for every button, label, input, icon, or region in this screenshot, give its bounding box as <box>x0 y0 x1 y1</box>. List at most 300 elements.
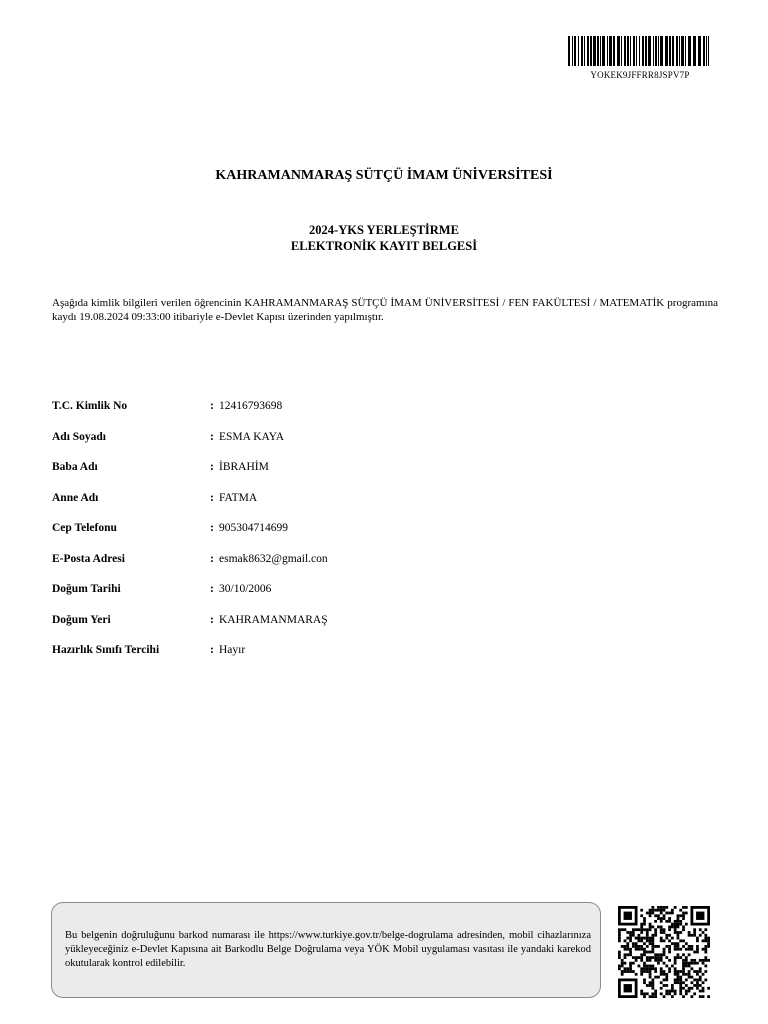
qr-module <box>685 912 688 915</box>
qr-module <box>674 945 677 948</box>
field-colon: : <box>210 552 214 565</box>
qr-module <box>626 953 629 956</box>
qr-module <box>690 967 693 970</box>
field-value: FATMA <box>219 491 258 504</box>
qr-module <box>643 970 646 973</box>
qr-module <box>702 962 705 965</box>
qr-module <box>702 959 705 962</box>
qr-module <box>632 931 635 934</box>
qr-module <box>668 920 671 923</box>
qr-module <box>618 939 621 942</box>
field-label: Doğum Yeri <box>52 613 111 626</box>
qr-module <box>679 990 682 993</box>
document-title <box>0 222 768 254</box>
field-colon: : <box>210 400 214 412</box>
qr-module <box>668 934 671 937</box>
qr-module <box>640 909 643 912</box>
barcode-bar <box>574 36 576 66</box>
qr-module <box>677 917 680 920</box>
enrollment-statement: Aşağıda kimlik bilgileri verilen öğrencinin KAHRAMANMARAŞ SÜTÇÜ İMAM ÜNİVERSİTESİ / FEN FAKÜLTESİ / MATEMATİK programına kaydı 19.08.2024 09:33:00 itibariyle e-Devlet Kapısı üzerinden yapılmıştır. <box>52 297 718 323</box>
qr-module <box>693 970 696 973</box>
qr-module <box>677 970 680 973</box>
qr-module <box>654 945 657 948</box>
qr-module <box>638 939 641 942</box>
qr-module <box>702 939 705 942</box>
field-row-dogum-yeri <box>52 614 652 645</box>
qr-module <box>704 951 707 954</box>
qr-module <box>646 928 649 931</box>
qr-module <box>702 931 705 934</box>
field-label: Baba Adı <box>52 461 98 473</box>
qr-module <box>685 956 688 959</box>
qr-module <box>632 928 635 931</box>
qr-module <box>654 931 657 934</box>
qr-module <box>629 970 632 973</box>
qr-module <box>649 928 652 931</box>
qr-module <box>618 953 621 956</box>
student-info-list <box>52 400 652 675</box>
qr-module <box>646 956 649 959</box>
qr-module <box>699 959 702 962</box>
qr-module <box>688 948 691 951</box>
qr-module <box>643 995 646 998</box>
qr-module <box>660 928 663 931</box>
qr-module <box>640 939 643 942</box>
qr-module <box>657 914 660 917</box>
qr-module <box>696 948 699 951</box>
qr-module <box>707 945 710 948</box>
qr-module <box>668 948 671 951</box>
qr-module <box>704 965 707 968</box>
qr-module <box>685 948 688 951</box>
qr-module <box>674 992 677 995</box>
qr-module <box>682 939 685 942</box>
qr-module <box>679 939 682 942</box>
qr-module <box>665 978 668 981</box>
verification-text: Bu belgenin doğruluğunu barkod numarası ile https://www.turkiye.gov.tr/belge-dogrulama adresinden, mobil cihazlarınıza yükleyeceğiniz e-Devlet Kapısına ait Barkodlu Belge Doğrulama veya YÖK Mobil uygulaması vasıtası ile yandaki karekod okutularak kontrol edilebilir. <box>65 930 591 969</box>
qr-module <box>679 948 682 951</box>
qr-module <box>624 967 627 970</box>
qr-module <box>688 973 691 976</box>
field-colon: : <box>210 461 214 473</box>
qr-module <box>660 917 663 920</box>
qr-module <box>654 914 657 917</box>
qr-module <box>674 942 677 945</box>
field-value: esmak8632@gmail.con <box>219 552 328 565</box>
qr-module <box>704 956 707 959</box>
qr-module <box>677 923 680 926</box>
qr-module <box>663 928 666 931</box>
barcode-bar <box>642 36 644 66</box>
qr-module <box>626 967 629 970</box>
barcode-bar <box>578 36 579 66</box>
qr-module <box>704 934 707 937</box>
barcode-bar <box>653 36 654 66</box>
qr-module <box>638 928 641 931</box>
qr-module <box>677 931 680 934</box>
field-value: ESMA KAYA <box>219 430 285 443</box>
qr-module <box>657 976 660 979</box>
qr-module <box>654 953 657 956</box>
qr-module <box>665 906 668 909</box>
qr-module <box>651 987 654 990</box>
qr-finder-center <box>696 912 704 920</box>
qr-module <box>651 937 654 940</box>
qr-module <box>649 951 652 954</box>
qr-module <box>671 990 674 993</box>
barcode-bar <box>693 36 696 66</box>
qr-module <box>651 978 654 981</box>
qr-module <box>682 945 685 948</box>
qr-module <box>707 995 710 998</box>
barcode-bar <box>609 36 612 66</box>
qr-module <box>651 967 654 970</box>
field-row-tc-kimlik <box>52 400 652 431</box>
qr-module <box>640 945 643 948</box>
qr-module <box>677 976 680 979</box>
qr-module <box>679 920 682 923</box>
qr-module <box>624 970 627 973</box>
qr-module <box>640 948 643 951</box>
qr-module <box>654 995 657 998</box>
qr-module <box>632 945 635 948</box>
field-label: Hazırlık Sınıfı Tercihi <box>52 644 160 656</box>
qr-module <box>677 937 680 940</box>
qr-module <box>626 970 629 973</box>
qr-module <box>660 973 663 976</box>
qr-code-icon <box>618 906 710 998</box>
qr-module <box>643 920 646 923</box>
qr-module <box>626 948 629 951</box>
qr-module <box>643 951 646 954</box>
barcode-bar <box>572 36 573 66</box>
qr-module <box>674 926 677 929</box>
qr-module <box>651 912 654 915</box>
qr-module <box>677 973 680 976</box>
qr-module <box>657 953 660 956</box>
qr-module <box>660 926 663 929</box>
qr-module <box>674 973 677 976</box>
qr-module <box>704 959 707 962</box>
qr-module <box>663 951 666 954</box>
qr-module <box>646 945 649 948</box>
field-value: KAHRAMANMARAŞ <box>219 613 328 626</box>
qr-module <box>649 926 652 929</box>
qr-module <box>635 937 638 940</box>
qr-module <box>629 962 632 965</box>
qr-module <box>635 945 638 948</box>
qr-module <box>696 978 699 981</box>
qr-module <box>704 978 707 981</box>
qr-module <box>660 981 663 984</box>
qr-module <box>671 912 674 915</box>
qr-module <box>649 923 652 926</box>
qr-module <box>649 956 652 959</box>
qr-module <box>663 970 666 973</box>
qr-module <box>679 976 682 979</box>
barcode-bar <box>630 36 631 66</box>
qr-module <box>668 926 671 929</box>
qr-module <box>660 937 663 940</box>
barcode-bar <box>568 36 570 66</box>
qr-module <box>649 942 652 945</box>
qr-module <box>679 931 682 934</box>
barcode-bar <box>613 36 615 66</box>
qr-module <box>646 992 649 995</box>
qr-module <box>679 981 682 984</box>
qr-module <box>654 990 657 993</box>
qr-module <box>679 914 682 917</box>
qr-module <box>693 959 696 962</box>
qr-module <box>629 951 632 954</box>
qr-module <box>646 912 649 915</box>
barcode-bar <box>658 36 659 66</box>
qr-module <box>668 917 671 920</box>
qr-module <box>643 917 646 920</box>
qr-module <box>688 990 691 993</box>
qr-module <box>668 992 671 995</box>
barcode-bar <box>600 36 601 66</box>
qr-module <box>660 906 663 909</box>
qr-module <box>704 948 707 951</box>
qr-module <box>699 990 702 993</box>
qr-module <box>651 945 654 948</box>
field-label: Anne Adı <box>52 491 99 504</box>
qr-module <box>646 967 649 970</box>
field-label: Doğum Tarihi <box>52 583 121 595</box>
qr-module <box>643 937 646 940</box>
qr-module <box>665 976 668 979</box>
qr-module <box>671 995 674 998</box>
qr-module <box>651 965 654 968</box>
qr-module <box>690 945 693 948</box>
qr-module <box>635 942 638 945</box>
qr-module <box>668 951 671 954</box>
qr-module <box>702 995 705 998</box>
qr-module <box>626 942 629 945</box>
qr-module <box>677 934 680 937</box>
qr-module <box>690 976 693 979</box>
university-name: KAHRAMANMARAŞ SÜTÇÜ İMAM ÜNİVERSİTESİ <box>215 168 553 183</box>
qr-module <box>651 981 654 984</box>
qr-module <box>643 942 646 945</box>
qr-module <box>649 967 652 970</box>
qr-module <box>663 962 666 965</box>
qr-module <box>685 942 688 945</box>
qr-module <box>671 937 674 940</box>
qr-module <box>665 992 668 995</box>
qr-module <box>649 939 652 942</box>
qr-module <box>654 934 657 937</box>
qr-module <box>696 937 699 940</box>
barcode-bar <box>669 36 671 66</box>
qr-module <box>665 990 668 993</box>
qr-module <box>643 923 646 926</box>
barcode-bar <box>681 36 684 66</box>
qr-module <box>643 981 646 984</box>
qr-module <box>657 959 660 962</box>
qr-module <box>629 937 632 940</box>
qr-module <box>643 967 646 970</box>
field-row-dogum-tarihi <box>52 583 652 614</box>
field-label: T.C. Kimlik No <box>52 400 128 412</box>
qr-module <box>702 973 705 976</box>
qr-module <box>640 928 643 931</box>
qr-module <box>654 928 657 931</box>
qr-module <box>682 970 685 973</box>
barcode-bar <box>703 36 705 66</box>
qr-module <box>660 912 663 915</box>
qr-module <box>626 931 629 934</box>
qr-module <box>677 920 680 923</box>
qr-module <box>635 948 638 951</box>
qr-module <box>629 948 632 951</box>
barcode-bar <box>708 36 709 66</box>
qr-module <box>699 970 702 973</box>
field-row-adi-soyadi <box>52 431 652 462</box>
qr-module <box>685 984 688 987</box>
qr-module <box>654 956 657 959</box>
qr-module <box>640 926 643 929</box>
qr-module <box>651 906 654 909</box>
qr-module <box>649 981 652 984</box>
qr-module <box>679 984 682 987</box>
qr-module <box>651 939 654 942</box>
qr-module <box>649 914 652 917</box>
qr-module <box>643 928 646 931</box>
qr-module <box>646 934 649 937</box>
qr-module <box>671 965 674 968</box>
qr-module <box>640 973 643 976</box>
qr-module <box>649 984 652 987</box>
qr-module <box>663 953 666 956</box>
qr-module <box>704 945 707 948</box>
qr-module <box>679 970 682 973</box>
qr-module <box>618 937 621 940</box>
qr-module <box>635 928 638 931</box>
qr-module <box>646 970 649 973</box>
qr-module <box>702 987 705 990</box>
qr-module <box>671 923 674 926</box>
qr-module <box>671 909 674 912</box>
qr-module <box>629 965 632 968</box>
qr-module <box>674 956 677 959</box>
qr-module <box>696 939 699 942</box>
qr-module <box>643 965 646 968</box>
qr-module <box>682 912 685 915</box>
field-colon: : <box>210 583 214 595</box>
qr-module <box>649 973 652 976</box>
qr-module <box>704 970 707 973</box>
qr-module <box>668 970 671 973</box>
qr-module <box>638 937 641 940</box>
qr-module <box>632 970 635 973</box>
qr-module <box>618 934 621 937</box>
barcode-bar <box>590 36 592 66</box>
barcode-bar <box>648 36 651 66</box>
barcode-bar <box>676 36 678 66</box>
qr-module <box>693 934 696 937</box>
qr-module <box>643 962 646 965</box>
qr-module <box>679 909 682 912</box>
qr-module <box>649 970 652 973</box>
barcode-bar <box>617 36 620 66</box>
qr-module <box>618 931 621 934</box>
field-colon: : <box>210 522 214 534</box>
qr-module <box>632 956 635 959</box>
qr-module <box>646 937 649 940</box>
qr-module <box>660 909 663 912</box>
qr-module <box>657 909 660 912</box>
qr-module <box>699 978 702 981</box>
qr-module <box>679 956 682 959</box>
barcode-bar <box>685 36 686 66</box>
qr-module <box>679 992 682 995</box>
barcode-bar <box>581 36 583 66</box>
qr-module <box>649 937 652 940</box>
qr-module <box>702 948 705 951</box>
qr-module <box>702 981 705 984</box>
qr-module <box>663 995 666 998</box>
qr-module <box>640 956 643 959</box>
qr-module <box>668 959 671 962</box>
barcode-bar <box>587 36 589 66</box>
barcode-icon <box>568 36 710 66</box>
field-row-baba-adi <box>52 461 652 492</box>
qr-module <box>638 965 641 968</box>
qr-module <box>696 951 699 954</box>
qr-module <box>663 917 666 920</box>
qr-module <box>635 973 638 976</box>
qr-module <box>668 945 671 948</box>
qr-module <box>699 984 702 987</box>
qr-module <box>693 962 696 965</box>
qr-module <box>696 970 699 973</box>
barcode-bar <box>698 36 701 66</box>
barcode-bar <box>624 36 626 66</box>
qr-module <box>651 995 654 998</box>
barcode-bar <box>665 36 668 66</box>
qr-module <box>660 959 663 962</box>
qr-module <box>657 917 660 920</box>
qr-module <box>626 945 629 948</box>
barcode-bar <box>636 36 637 66</box>
qr-module <box>654 976 657 979</box>
qr-module <box>651 909 654 912</box>
qr-module <box>624 939 627 942</box>
qr-module <box>696 984 699 987</box>
qr-module <box>651 951 654 954</box>
qr-module <box>665 920 668 923</box>
qr-module <box>654 967 657 970</box>
qr-module <box>688 945 691 948</box>
qr-module <box>699 934 702 937</box>
qr-module <box>688 931 691 934</box>
document-title-line-2: ELEKTRONİK KAYIT BELGESİ <box>290 239 478 253</box>
qr-module <box>657 956 660 959</box>
qr-module <box>660 939 663 942</box>
qr-module <box>696 973 699 976</box>
qr-module <box>696 962 699 965</box>
qr-module <box>677 945 680 948</box>
qr-module <box>638 945 641 948</box>
qr-module <box>649 995 652 998</box>
qr-module <box>663 931 666 934</box>
qr-module <box>707 939 710 942</box>
qr-module <box>668 990 671 993</box>
qr-module <box>643 953 646 956</box>
qr-module <box>682 967 685 970</box>
